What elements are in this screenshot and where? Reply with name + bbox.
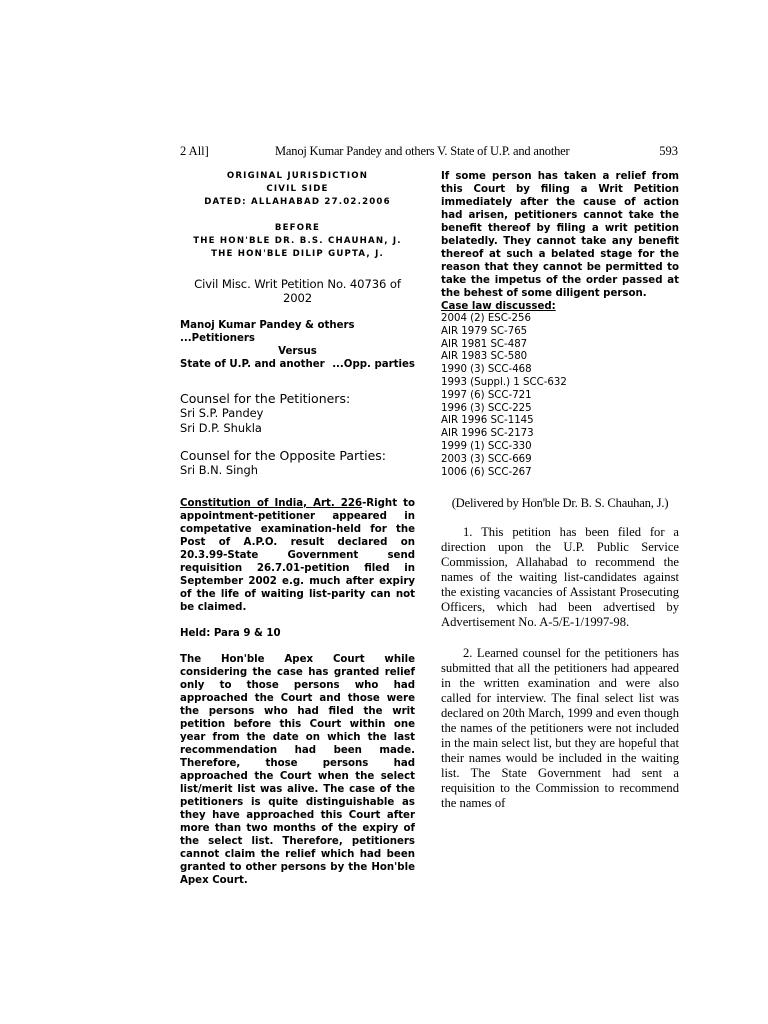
jurisdiction-line: ORIGINAL JURISDICTION: [226, 171, 369, 181]
petitioner-name: Manoj Kumar Pandey & others: [180, 320, 355, 331]
jurisdiction-line: DATED: ALLAHABAD 27.02.2006: [204, 197, 391, 207]
petition-number: Civil Misc. Writ Petition No. 40736 of 2002: [194, 277, 401, 305]
jurisdiction-line: CIVIL SIDE: [266, 184, 329, 194]
respondent-name: State of U.P. and another: [180, 359, 325, 370]
citation: AIR 1996 SC-2173: [441, 428, 534, 440]
case-law-heading: Case law discussed:: [441, 301, 556, 312]
citation: 2004 (2) ESC-256: [441, 313, 531, 324]
page-number: 593: [659, 144, 678, 158]
headnote-reference: Constitution of India, Art. 226: [180, 497, 363, 509]
counsel-name: Sri D.P. Shukla: [180, 420, 262, 435]
citation: 1996 (3) SCC-225: [441, 402, 532, 414]
citation: 1999 (1) SCC-330: [441, 440, 532, 452]
counsel-petitioners-heading: Counsel for the Petitioners:: [180, 391, 351, 406]
judgment-paragraph: 2. Learned counsel for the petitioners has submitted that all the petitioners had appeared in the written examination and were also called for interview. The final select list was declared on 20th March, 1999 and even though the names of the petitioners were not included in the main select list, but they are hopeful that their names would be included in the waiting list. The State Government had sent a requisition to the Commission to recommend the names of: [441, 646, 679, 811]
bench-block: [180, 222, 415, 261]
citation-list: [441, 313, 679, 479]
right-column: [441, 170, 679, 811]
header-volume: 2 All]: [180, 144, 209, 158]
held-label: Held: Para 9 & 10: [180, 627, 281, 639]
citation: 1993 (Suppl.) 1 SCC-632: [441, 376, 567, 388]
bench-line: THE HON'BLE DR. B.S. CHAUHAN, J.: [193, 236, 402, 246]
citation: 2003 (3) SCC-669: [441, 453, 532, 465]
citation: AIR 1996 SC-1145: [441, 415, 534, 427]
held-text: The Hon'ble Apex Court while considering the case has granted relief only to those persons who had approached the Court and those were the persons who had filed the writ petition before this Court within one year from the date on which the last recommendation had been made. Therefore, those persons had approached the Court when the select list/merit list was alive. The case of the petitioners is quite distinguishable as they have approached this Court after more than two months of the expiry of the select list. Therefore, petitioners cannot claim the relief which had been granted to other persons by the Hon'ble Apex Court.: [180, 653, 415, 886]
citation: AIR 1981 SC-487: [441, 338, 528, 350]
citation: AIR 1979 SC-765: [441, 325, 528, 337]
headnote-continuation: If some person has taken a relief from this Court by filing a Writ Petition immediately after the cause of action had arisen, petitioners cannot take the benefit thereof by filing a writ petition belatedly. They cannot take any benefit thereof at such a belated stage for the reason that they cannot be permitted to take the impetus of the order passed at the behest of some diligent person.: [441, 171, 679, 299]
header-case-title: Manoj Kumar Pandey and others V. State of U.P. and another: [275, 144, 570, 158]
respondent-role: ...Opp. parties: [332, 359, 415, 370]
citation: 1006 (6) SCC-267: [441, 466, 532, 478]
bench-line: THE HON'BLE DILIP GUPTA, J.: [211, 249, 384, 259]
citation: AIR 1983 SC-580: [441, 351, 528, 363]
jurisdiction-block: [180, 170, 415, 209]
versus-label: Versus: [278, 346, 317, 357]
counsel-name: Sri B.N. Singh: [180, 463, 258, 477]
citation: 1997 (6) SCC-721: [441, 389, 532, 401]
left-column: [180, 170, 415, 887]
delivered-by: (Delivered by Hon'ble Dr. B. S. Chauhan, J.): [451, 496, 669, 511]
parties-block: [180, 319, 415, 371]
citation: 1990 (3) SCC-468: [441, 364, 532, 376]
headnote-text: -Right to appointment-petitioner appeared in competative examination-held for the Post of A.P.O. result declared on 20.3.99-State Government send requisition 26.7.01-petition filed in September 2002 e.g. much after expiry of the life of waiting list-parity can not be claimed.: [180, 497, 415, 613]
headnote: [180, 497, 415, 614]
judgment-paragraph: 1. This petition has been filed for a direction upon the U.P. Public Service Commission, Allahabad to recommend the names of the waiting list-candidates against the existing vacancies of Assistant Prosecuting Officers, which had been advertised by Advertisement No. A-5/E-1/1997-98.: [441, 525, 679, 630]
counsel-name: Sri S.P. Pandey: [180, 406, 264, 420]
running-header: [180, 144, 678, 160]
petitioner-role: ...Petitioners: [180, 333, 255, 344]
counsel-opposite-heading: Counsel for the Opposite Parties:: [180, 448, 386, 463]
bench-line: BEFORE: [274, 223, 321, 233]
